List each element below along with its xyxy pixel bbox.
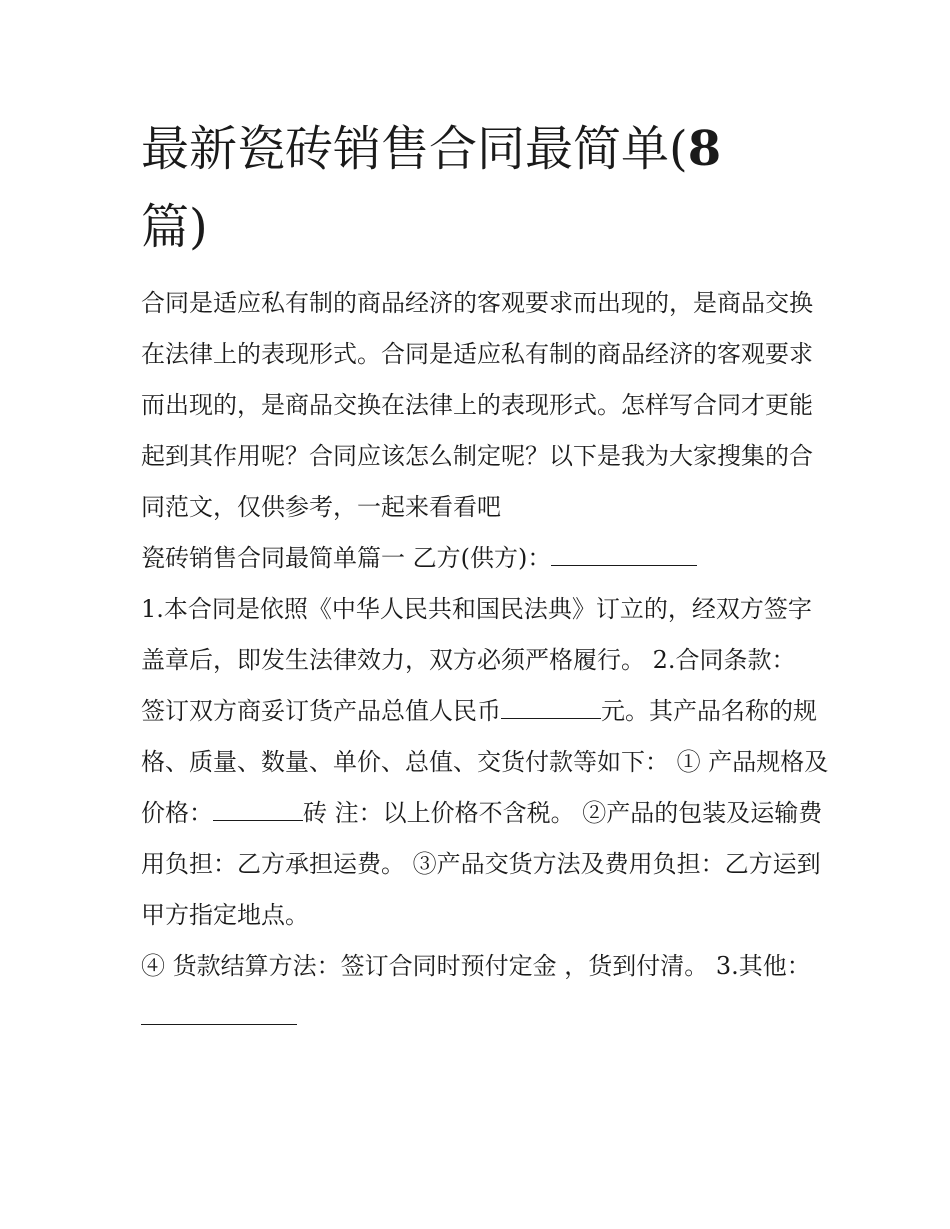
clause-text: 签订双方商妥订货产品总值人民币: [141, 697, 501, 725]
section-heading-text: 瓷砖销售合同最简单篇一 乙方(供方)：: [141, 544, 552, 572]
clause-paragraph: [141, 941, 831, 1043]
clause-text: 砖 注：以上价格不含税。 ②产品的包装及运输费用负担：乙方承担运费。 ③产品交货方法及费用负担：乙方运到甲方指定地点。: [141, 799, 823, 929]
title-count: 8: [687, 121, 722, 177]
clause-paragraph: 1.本合同是依照《中华人民共和国民法典》订立的，经双方签字盖章后，即发生法律效力，双方必须严格履行。 2.合同条款：: [141, 595, 812, 674]
supplier-blank-line: [551, 541, 697, 566]
price-blank-line: [213, 796, 303, 821]
intro-paragraph: 合同是适应私有制的商品经济的客观要求而出现的，是商品交换在法律上的表现形式。合同是适应私有制的商品经济的客观要求而出现的，是商品交换在法律上的表现形式。怎样写合同才更能起到其作用呢？合同应该怎么制定呢？以下是我为大家搜集的合同范文，仅供参考，一起来看看吧: [141, 289, 813, 521]
clause-text: ④ 货款结算方法：签订合同时预付定金 ，货到付清。 3.其他：: [141, 952, 811, 980]
clause-paragraph: [141, 686, 831, 941]
clause-text: 元。其产品名称的规格、质量、数量、单价、总值、交货付款等如下： ① 产品规格及价格：: [141, 697, 829, 827]
title-text-end: 篇): [141, 199, 208, 255]
document-title: [141, 110, 781, 266]
title-text: 最新瓷砖销售合同最简单(: [141, 121, 688, 177]
amount-blank-line: [501, 694, 601, 719]
section-heading: [141, 533, 831, 584]
document-body: [141, 278, 831, 1043]
other-blank-line: [141, 1000, 297, 1025]
